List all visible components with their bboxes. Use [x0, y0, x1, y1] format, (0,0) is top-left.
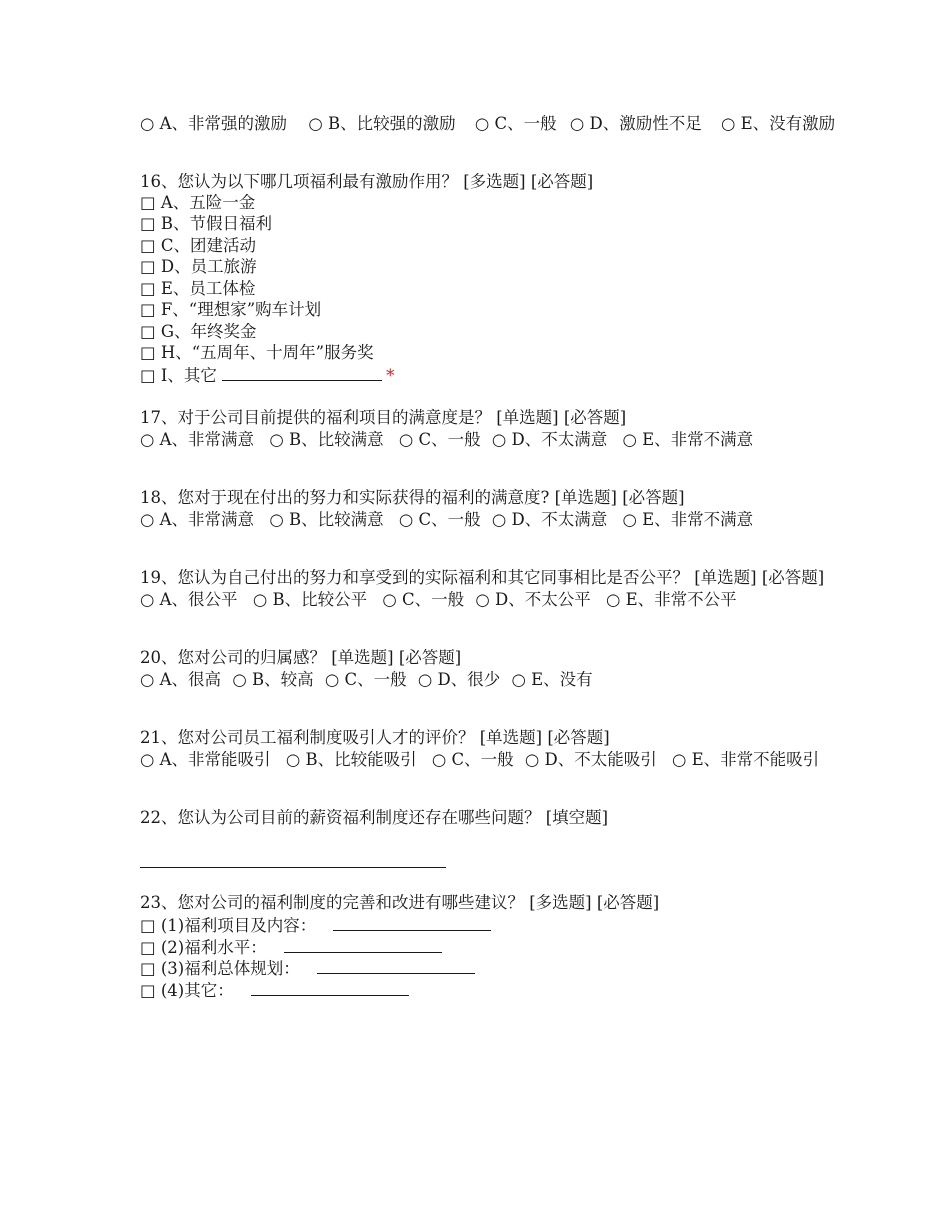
- q18-option-e[interactable]: ○ E、非常不满意: [622, 510, 754, 529]
- q18-option-b[interactable]: ○ B、比较满意: [269, 510, 384, 529]
- q15-option-d[interactable]: ○ D、激励性不足: [569, 114, 702, 133]
- q18-option-d[interactable]: ○ D、不太满意: [491, 510, 608, 529]
- q20-option-d[interactable]: ○ D、很少: [417, 670, 501, 689]
- required-mark: *: [386, 366, 395, 385]
- q20-option-a[interactable]: ○ A、很高: [140, 670, 222, 689]
- q20-option-c[interactable]: ○ C、一般: [324, 670, 407, 689]
- q16-option-c[interactable]: □ C、团建活动: [140, 236, 256, 255]
- q15-option-c[interactable]: ○ C、一般: [474, 114, 557, 133]
- q23-option-4[interactable]: □ (4)其它：: [140, 981, 234, 1000]
- q16-option-b[interactable]: □ B、节假日福利: [140, 214, 272, 233]
- q19-option-b[interactable]: ○ B、比较公平: [252, 590, 368, 609]
- q16-option-i-row: [140, 365, 394, 386]
- q16-option-g[interactable]: □ G、年终奖金: [140, 322, 257, 341]
- q18-option-c[interactable]: ○ C、一般: [398, 510, 481, 529]
- q20-title: 20、您对公司的归属感？ [单选题] [必答题]: [140, 648, 462, 667]
- q17-option-a[interactable]: ○ A、非常满意: [140, 430, 255, 449]
- q20-option-b[interactable]: ○ B、较高: [232, 670, 314, 689]
- q21-option-a[interactable]: ○ A、非常能吸引: [140, 750, 271, 769]
- q19-option-e[interactable]: ○ E、非常不公平: [606, 590, 737, 609]
- q18-title: 18、您对于现在付出的努力和实际获得的福利的满意度? [单选题] [必答题]: [140, 488, 685, 507]
- q17-title: 17、对于公司目前提供的福利项目的满意度是？ [单选题] [必答题]: [140, 408, 627, 427]
- q23-option-3-blank[interactable]: [317, 958, 475, 974]
- q22-answer-row: [140, 852, 446, 873]
- q16-option-a[interactable]: □ A、五险一金: [140, 193, 256, 212]
- q15-option-e[interactable]: ○ E、没有激励: [721, 114, 836, 133]
- q16-option-d[interactable]: □ D、员工旅游: [140, 257, 257, 276]
- q16-other-blank[interactable]: [222, 365, 382, 381]
- q23-option-2-blank[interactable]: [284, 937, 442, 953]
- q23-option-3[interactable]: □ (3)福利总体规划：: [140, 959, 300, 978]
- q23-option-2-row: [140, 937, 442, 958]
- q23-option-1-row: [140, 915, 491, 936]
- q17-option-c[interactable]: ○ C、一般: [398, 430, 481, 449]
- q23-option-1[interactable]: □ (1)福利项目及内容：: [140, 916, 317, 935]
- q16-option-h[interactable]: □ H、“五周年、十周年”服务奖: [140, 343, 374, 362]
- q21-option-d[interactable]: ○ D、不太能吸引: [524, 750, 657, 769]
- q21-options: [140, 750, 819, 770]
- q17-option-b[interactable]: ○ B、比较满意: [269, 430, 384, 449]
- q22-answer-blank[interactable]: [140, 852, 446, 868]
- q15-options: [140, 114, 835, 134]
- q21-option-e[interactable]: ○ E、非常不能吸引: [672, 750, 820, 769]
- q21-option-c[interactable]: ○ C、一般: [431, 750, 514, 769]
- q19-options: [140, 590, 737, 610]
- q17-option-d[interactable]: ○ D、不太满意: [491, 430, 608, 449]
- q18-option-a[interactable]: ○ A、非常满意: [140, 510, 255, 529]
- q22-title: 22、您认为公司目前的薪资福利制度还存在哪些问题？ [填空题]: [140, 808, 609, 827]
- q23-option-3-row: [140, 958, 475, 979]
- q23-title: 23、您对公司的福利制度的完善和改进有哪些建议？ [多选题] [必答题]: [140, 893, 660, 912]
- q16-option-f[interactable]: □ F、“理想家”购车计划: [140, 300, 322, 319]
- q20-options: [140, 670, 593, 690]
- q19-option-d[interactable]: ○ D、不太公平: [475, 590, 591, 609]
- q20-option-e[interactable]: ○ E、没有: [511, 670, 593, 689]
- q16-option-e[interactable]: □ E、员工体检: [140, 279, 256, 298]
- q23-option-2[interactable]: □ (2)福利水平：: [140, 938, 267, 957]
- q23-option-4-row: [140, 980, 409, 1001]
- q21-option-b[interactable]: ○ B、比较能吸引: [285, 750, 417, 769]
- q16-option-i[interactable]: □ I、其它: [140, 366, 217, 385]
- q15-option-b[interactable]: ○ B、比较强的激励: [308, 114, 456, 133]
- q19-option-c[interactable]: ○ C、一般: [382, 590, 465, 609]
- q21-title: 21、您对公司员工福利制度吸引人才的评价？ [单选题] [必答题]: [140, 728, 610, 747]
- q17-options: [140, 430, 753, 450]
- q15-option-a[interactable]: ○ A、非常强的激励: [140, 114, 288, 133]
- q16-title: 16、您认为以下哪几项福利最有激励作用？ [多选题] [必答题]: [140, 172, 594, 191]
- q23-option-1-blank[interactable]: [333, 915, 491, 931]
- q19-title: 19、您认为自己付出的努力和享受到的实际福利和其它同事相比是否公平？ [单选题] [必答题]: [140, 568, 825, 587]
- q18-options: [140, 510, 753, 530]
- q19-option-a[interactable]: ○ A、很公平: [140, 590, 238, 609]
- q17-option-e[interactable]: ○ E、非常不满意: [622, 430, 754, 449]
- q23-option-4-blank[interactable]: [251, 980, 409, 996]
